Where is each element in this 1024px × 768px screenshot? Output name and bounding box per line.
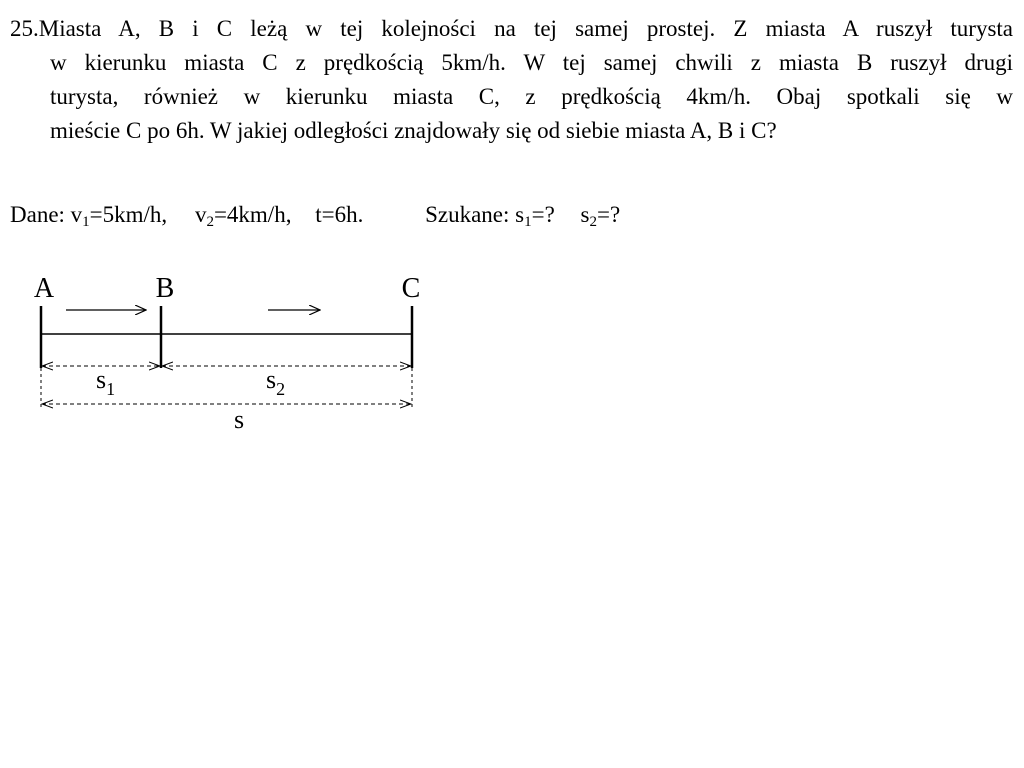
v1-given: $v_1=5km/h$, [70, 202, 168, 230]
s2-label: $s_2$ [266, 365, 286, 399]
problem-line-2: w kierunku miasta C z prędkością 5km/h. W tej samej chwili z miasta B ruszył drugi [50, 50, 1013, 75]
problem-line-3: turysta, również w kierunku miasta C, z prędkością 4km/h. Obaj spotkali się w [50, 84, 1013, 109]
city-b-label: B [155, 273, 175, 304]
v2-given: $v_2=4km/h$, [194, 202, 292, 230]
problem-line-1: 25.Miasta A, B i C leżą w tej kolejności na tej samej prostej. Z miasta A ruszył turysta [10, 16, 1013, 41]
city-a-label: A [33, 273, 55, 304]
distance-diagram [0, 260, 480, 440]
problem-text [10, 12, 1013, 148]
s2-sought: $s_2=$? [580, 202, 621, 230]
s-label: s [233, 405, 245, 434]
dane-label: Dane: [10, 202, 65, 227]
problem-line-4: mieście C po 6h. W jakiej odległości znajdowały się od siebie miasta A, B i C? [50, 118, 777, 143]
t-given: t=6h. [315, 202, 364, 227]
szukane-label: Szukane: [425, 202, 510, 227]
s1-label: $s_1$ [96, 365, 116, 399]
given-data-line [10, 198, 620, 232]
s1-sought: $s_1=$? [515, 202, 555, 230]
diagram-svg [0, 260, 480, 440]
city-c-label: C [401, 273, 421, 304]
